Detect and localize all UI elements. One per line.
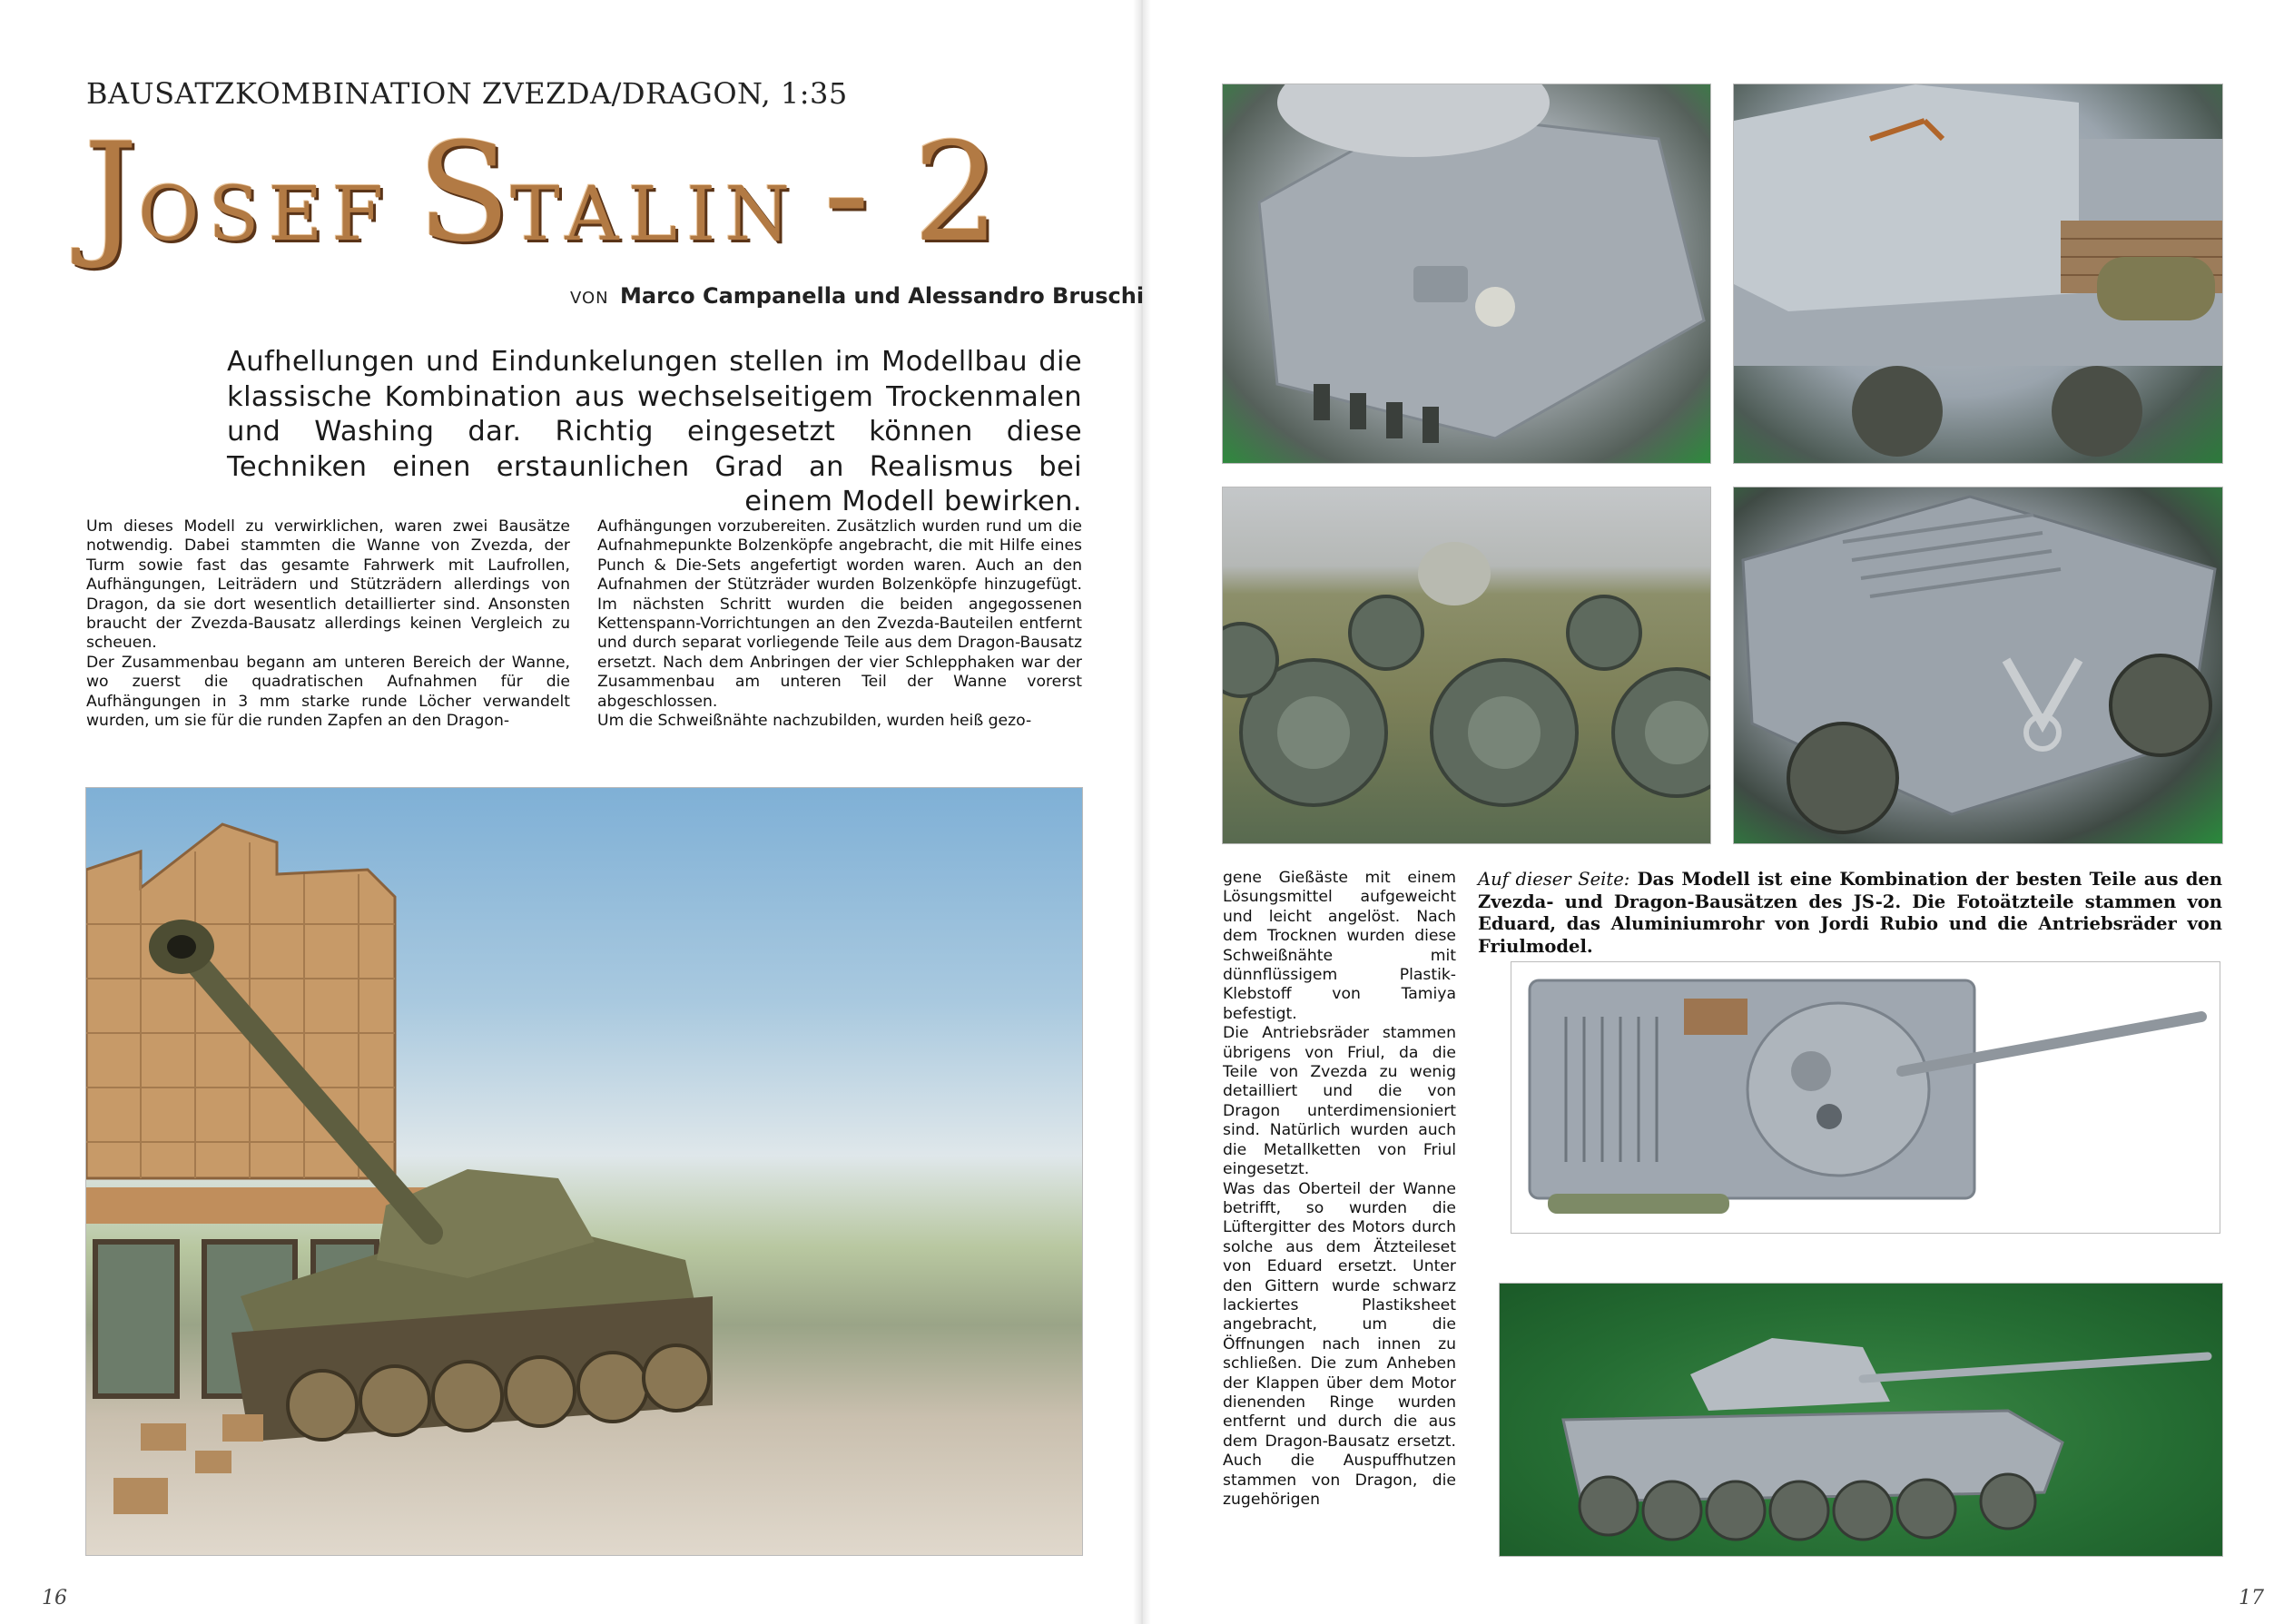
body-paragraph: Die Antriebsräder stammen übrigens von Friul, da die Teile von Zvezda zu wenig detailliert und die von Dragon unterdimensioniert sind. Natürlich wurden auch die Metallketten von Friul eingesetzt. bbox=[1223, 1024, 1456, 1179]
top-view-photo bbox=[1511, 962, 2220, 1233]
byline-authors: Marco Campanella und Alessandro Bruschi bbox=[620, 283, 1145, 309]
diorama-photo bbox=[86, 788, 1082, 1555]
title-number: - 2 bbox=[823, 114, 1000, 272]
body-column-3 bbox=[1223, 869, 1456, 1510]
body-column-1 bbox=[86, 517, 570, 731]
title-rest-talin: TALIN bbox=[510, 172, 800, 258]
page-number-left: 16 bbox=[42, 1587, 67, 1609]
page-gutter bbox=[1133, 0, 1151, 1624]
suspension-detail-photo bbox=[1223, 487, 1710, 843]
title-initial-s: S bbox=[417, 114, 511, 272]
body-paragraph: gene Gießäste mit einem Lösungsmittel aufgeweicht und leicht angelöst. Nach dem Trocknen wurden diese Schweißnähte mit dünnflüssigem Plastik-Klebstoff von Tamiya befestigt. bbox=[1223, 869, 1456, 1023]
byline bbox=[570, 283, 1144, 309]
kicker: BAUSATZKOMBINATION ZVEZDA/DRAGON, 1:35 bbox=[86, 76, 848, 111]
body-paragraph: Was das Oberteil der Wanne betrifft, so wurden die Lüftergitter des Motors durch solche aus dem Ätzteileset von Eduard ersetzt. Unter den Gittern wurde schwarz lackiertes Plastiksheet angebracht, um die Öffnungen nach innen zu schließen. Die zum Anheben der Klappen über dem Motor dienenden Ringe wurden entfernt und durch die aus dem Dragon-Bausatz ersetzt. Auch die Auspuffhutzen stammen von Dragon, die zugehörigen bbox=[1223, 1179, 1456, 1509]
body-paragraph: Der Zusammenbau begann am unteren Bereich der Wanne, wo zuerst die quadratischen Aufnahmen für die Aufhängungen in 3 mm starke runde Löcher verwandelt wurden, um sie für die runden Zapfen an den Dragon- bbox=[86, 653, 570, 731]
lead-paragraph: Aufhellungen und Eindunkelungen stellen im Modellbau die klassische Kombination aus wechselseitigem Trockenmalen und Washing dar. Richtig eingesetzt können diese Techniken einen erstaunlichen Grad an Realismus bei einem Modell bewirken. bbox=[227, 346, 1082, 517]
article-title bbox=[84, 114, 1000, 272]
title-initial-j: J bbox=[84, 114, 139, 272]
caption-text: Das Modell ist eine Kombination der besten Teile aus den Zvezda- und Dragon-Bausätzen des JS-2. Die Fotoätzteile stammen von Eduard, das Aluminiumrohr von Jordi Rubio und die Antriebsräder von Friulmodel. bbox=[1478, 869, 2223, 957]
hull-detail-photo-2 bbox=[1734, 84, 2222, 463]
body-paragraph: Um dieses Modell zu verwirklichen, waren zwei Bausätze notwendig. Dabei stammten die Wanne von Zvezda, der Turm sowie fast das gesamte Fahrwerk mit Laufrollen, Aufhängungen, Leiträdern und Stützrädern allerdings von Dragon, da sie dort wesentlich detaillierter sind. Ansonsten braucht der Zvezda-Bausatz allerdings keinen Vergleich zu scheuen. bbox=[86, 517, 570, 653]
photo-caption bbox=[1478, 869, 2222, 958]
title-rest-osef: OSEF bbox=[138, 172, 393, 258]
body-paragraph: Aufhängungen vorzubereiten. Zusätzlich wurden rund um die Aufnahmepunkte Bolzenköpfe angebracht, die mit Hilfe eines Punch & Die-Sets angefertigt worden waren. Auch an den Aufnahmen der Stützräder wurden Bolzenköpfe hinzugefügt. Im nächsten Schritt wurden die beiden angegossenen Kettenspann-Vorrichtungen an den Zvezda-Bauteilen entfernt und durch separat vorliegende Teile aus dem Dragon-Bausatz ersetzt. Nach dem Anbringen der vier Schlepphaken war der Zusammenbau am unteren Teil der Wanne vorerst abgeschlossen. bbox=[597, 517, 1082, 711]
rear-hull-photo bbox=[1734, 487, 2222, 843]
hull-detail-photo-1 bbox=[1223, 84, 1710, 463]
side-view-photo bbox=[1500, 1284, 2222, 1556]
page-number-right: 17 bbox=[2239, 1587, 2264, 1609]
caption-lead: Auf dieser Seite: bbox=[1478, 869, 1630, 890]
body-column-2 bbox=[597, 517, 1082, 731]
byline-prefix: VON bbox=[570, 289, 609, 308]
body-paragraph: Um die Schweißnähte nachzubilden, wurden heiß gezo- bbox=[597, 712, 1032, 731]
